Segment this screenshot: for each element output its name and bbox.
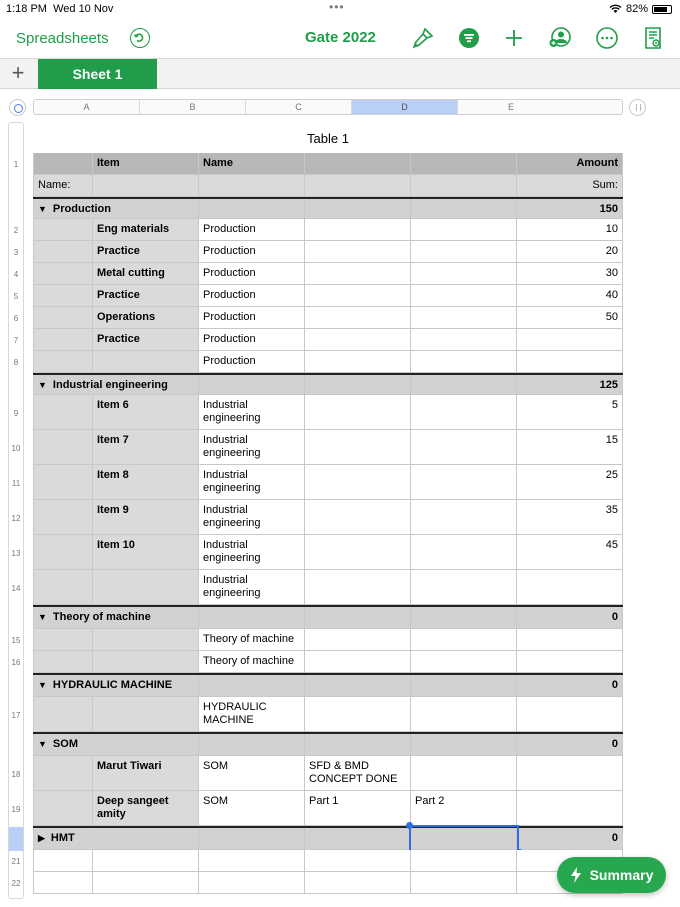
table-cell[interactable] (411, 395, 517, 430)
row-header-label[interactable]: 21 (11, 857, 21, 866)
category-label: HMT (50, 832, 75, 844)
toolbar (0, 18, 680, 58)
table-cell[interactable] (305, 850, 411, 872)
table-cell[interactable] (411, 199, 517, 219)
spreadsheets-back-button[interactable]: Spreadsheets (16, 30, 109, 47)
table-cell[interactable] (93, 351, 199, 373)
table-cell[interactable]: 25 (517, 465, 623, 500)
collapse-triangle-icon[interactable]: ▼ (38, 612, 47, 622)
table-cell[interactable] (411, 263, 517, 285)
table-cell[interactable] (305, 199, 411, 219)
table-cell[interactable] (411, 241, 517, 263)
table-cell[interactable] (33, 651, 93, 673)
table-cell[interactable] (305, 175, 411, 197)
row-header-label[interactable] (9, 198, 23, 220)
sheet-tab-bar (0, 58, 680, 89)
document-title[interactable]: Gate 2022 (305, 29, 376, 46)
table-cell[interactable] (517, 651, 623, 673)
table-cell[interactable]: Theory of machine (199, 629, 305, 651)
table-cell[interactable] (33, 629, 93, 651)
table-cell[interactable] (411, 850, 517, 872)
table-cell[interactable] (199, 828, 305, 850)
category-row (33, 673, 623, 697)
table-cell[interactable]: 35 (517, 500, 623, 535)
table-cell[interactable]: 50 (517, 307, 623, 329)
table-cell[interactable] (411, 375, 517, 395)
table-cell[interactable]: Production (199, 329, 305, 351)
column-resize-handle[interactable] (629, 99, 646, 116)
table-cell[interactable]: Name (199, 153, 305, 175)
category-label: HYDRAULIC MACHINE (52, 679, 173, 691)
table-row (33, 307, 623, 329)
table-cell[interactable]: Item (93, 153, 199, 175)
table-cell[interactable] (305, 395, 411, 430)
table-cell[interactable]: Item 10 (93, 535, 199, 570)
table-cell[interactable] (411, 219, 517, 241)
table-cell[interactable] (199, 872, 305, 894)
table-cell[interactable]: 10 (517, 219, 623, 241)
table-cell[interactable] (411, 675, 517, 697)
table-cell[interactable] (33, 675, 199, 697)
table-cell[interactable] (305, 607, 411, 629)
table-cell[interactable] (517, 570, 623, 605)
table-cell[interactable] (305, 263, 411, 285)
table-cell[interactable] (305, 828, 411, 850)
table-row (33, 329, 623, 351)
table-cell[interactable]: 150 (517, 199, 623, 219)
table-cell[interactable]: Production (199, 307, 305, 329)
table-cell[interactable] (93, 629, 199, 651)
column-header-b[interactable]: B (140, 100, 246, 114)
select-table-button[interactable] (9, 99, 26, 116)
table-row (33, 219, 623, 241)
table-row (33, 175, 623, 197)
table-cell[interactable]: 0 (517, 607, 623, 629)
table-cell[interactable] (33, 697, 93, 732)
table-cell[interactable] (33, 329, 93, 351)
add-sheet-button[interactable]: + (11, 60, 25, 85)
summary-label: Summary (589, 867, 654, 883)
table-cell[interactable] (33, 791, 93, 826)
table-cell[interactable] (33, 153, 93, 175)
table-cell[interactable] (33, 307, 93, 329)
row-header-label[interactable]: 18 (11, 770, 21, 779)
table-cell[interactable] (33, 285, 93, 307)
table-cell[interactable]: SFD & BMD CONCEPT DONE (305, 756, 411, 791)
row-header-label[interactable]: 10 (11, 444, 21, 453)
table-cell[interactable] (305, 329, 411, 351)
table-cell[interactable] (199, 375, 305, 395)
row-header-label[interactable]: 2 (13, 226, 19, 235)
category-label: Theory of machine (52, 611, 151, 623)
header-row (33, 153, 623, 175)
table-cell[interactable] (305, 734, 411, 756)
table-cell[interactable] (305, 651, 411, 673)
plus-icon[interactable] (502, 26, 526, 50)
row-header-label[interactable]: 1 (13, 160, 19, 169)
table-row (33, 697, 623, 732)
status-bar (0, 0, 680, 18)
status-time: 1:18 PM Wed 10 Nov (6, 3, 114, 15)
row-header-label[interactable]: 7 (13, 336, 19, 345)
table-cell[interactable] (305, 153, 411, 175)
table-cell[interactable]: Practice (93, 241, 199, 263)
table-cell[interactable] (33, 375, 199, 395)
category-label: Production (52, 203, 111, 215)
row-header-label[interactable] (9, 733, 23, 757)
table-cell[interactable]: SOM (199, 791, 305, 826)
category-row (33, 826, 623, 850)
table-cell[interactable] (411, 430, 517, 465)
table-cell[interactable] (305, 570, 411, 605)
row-header-label[interactable]: 14 (11, 584, 21, 593)
share-person-icon[interactable] (548, 26, 572, 50)
category-row (33, 373, 623, 395)
table-cell[interactable] (33, 430, 93, 465)
table-row (33, 651, 623, 673)
table-cell[interactable]: Industrial engineering (199, 500, 305, 535)
table-cell[interactable] (411, 351, 517, 373)
wifi-icon (609, 4, 622, 14)
category-label: Industrial engineering (52, 379, 168, 391)
column-header-a[interactable]: A (34, 100, 140, 114)
row-header-label[interactable]: 11 (11, 479, 21, 488)
collapse-triangle-icon[interactable]: ▼ (38, 380, 47, 390)
table-cell[interactable] (411, 307, 517, 329)
expand-triangle-icon[interactable]: ▶ (38, 833, 45, 843)
table-cell[interactable] (411, 872, 517, 894)
table-cell[interactable]: HYDRAULIC MACHINE (199, 697, 305, 732)
table-cell[interactable] (199, 199, 305, 219)
table-row (33, 465, 623, 500)
column-header-d[interactable]: D (352, 100, 458, 114)
table-row (33, 850, 623, 872)
table-row (33, 351, 623, 373)
row-header-label[interactable]: 5 (13, 292, 19, 301)
table-cell[interactable] (199, 675, 305, 697)
table-cell[interactable]: 15 (517, 430, 623, 465)
battery-percent: 82% (625, 3, 648, 15)
row-header-label[interactable]: 13 (11, 549, 21, 558)
table-cell[interactable] (199, 175, 305, 197)
table-cell[interactable] (411, 329, 517, 351)
table-cell[interactable] (93, 697, 199, 732)
table-cell[interactable]: Industrial engineering (199, 395, 305, 430)
table-cell[interactable] (305, 430, 411, 465)
table-cell[interactable]: Name: (33, 175, 93, 197)
table-cell[interactable] (411, 629, 517, 651)
table-cell[interactable]: 0 (517, 675, 623, 697)
category-label: SOM (52, 738, 78, 750)
table-cell[interactable]: Theory of machine (199, 651, 305, 673)
table-cell[interactable] (305, 351, 411, 373)
table-cell[interactable]: 0 (517, 734, 623, 756)
status-right (609, 3, 672, 15)
table-cell[interactable]: Production (199, 219, 305, 241)
table-cell[interactable]: Industrial engineering (199, 535, 305, 570)
row-header-label[interactable]: 17 (11, 711, 21, 720)
row-header-label[interactable]: 12 (11, 514, 21, 523)
table-cell[interactable]: Item 8 (93, 465, 199, 500)
table-cell[interactable]: Marut Tiwari (93, 756, 199, 791)
table-cell[interactable]: Industrial engineering (199, 430, 305, 465)
row-header-label[interactable]: 19 (11, 805, 21, 814)
table-row (33, 430, 623, 465)
row-header-label[interactable]: 9 (13, 409, 19, 418)
table-cell[interactable] (517, 697, 623, 732)
table-cell[interactable] (305, 241, 411, 263)
table-cell[interactable] (305, 375, 411, 395)
table-cell[interactable] (411, 651, 517, 673)
table-cell[interactable] (305, 872, 411, 894)
selection-handle-start[interactable] (406, 822, 413, 829)
column-header-c[interactable]: C (246, 100, 352, 114)
table-cell[interactable] (411, 175, 517, 197)
table-cell[interactable] (411, 465, 517, 500)
more-icon[interactable] (595, 26, 619, 50)
table-cell[interactable] (33, 219, 93, 241)
column-header-bar (33, 99, 623, 115)
table-cell[interactable] (93, 651, 199, 673)
table-cell[interactable] (93, 570, 199, 605)
category-row (33, 605, 623, 629)
table-cell[interactable] (411, 500, 517, 535)
table-row (33, 791, 623, 826)
table-cell[interactable] (33, 872, 93, 894)
table-row (33, 500, 623, 535)
filter-icon[interactable] (457, 26, 481, 50)
table-cell[interactable]: Operations (93, 307, 199, 329)
table-cell[interactable] (411, 756, 517, 791)
table-cell[interactable]: Item 6 (93, 395, 199, 430)
row-header-label[interactable] (9, 674, 23, 698)
table-cell[interactable]: Eng materials (93, 219, 199, 241)
table-cell[interactable] (33, 263, 93, 285)
collapse-triangle-icon[interactable]: ▼ (38, 204, 47, 214)
table-row (33, 756, 623, 791)
table-cell[interactable] (517, 329, 623, 351)
category-row (33, 732, 623, 756)
table-cell[interactable] (517, 791, 623, 826)
table-cell[interactable]: Production (199, 285, 305, 307)
table-cell[interactable] (305, 697, 411, 732)
table-cell[interactable]: 20 (517, 241, 623, 263)
row-header-label[interactable] (9, 827, 23, 851)
table-cell[interactable] (411, 285, 517, 307)
category-row (33, 197, 623, 219)
table-cell[interactable]: Part 1 (305, 791, 411, 826)
undo-icon[interactable] (130, 28, 150, 48)
table-cell[interactable]: Production (199, 241, 305, 263)
row-header-label[interactable] (9, 606, 23, 630)
table-cell[interactable]: Item 7 (93, 430, 199, 465)
table-cell[interactable] (33, 828, 199, 850)
table-cell[interactable] (199, 850, 305, 872)
table-cell[interactable] (33, 465, 93, 500)
table-cell[interactable] (33, 607, 199, 629)
summary-button[interactable] (557, 857, 666, 893)
table-cell[interactable]: Metal cutting (93, 263, 199, 285)
lightning-icon (570, 867, 582, 883)
row-header-label[interactable]: 3 (13, 248, 19, 257)
row-header-label[interactable] (9, 374, 23, 396)
table-cell[interactable] (33, 351, 93, 373)
table-cell[interactable]: 0 (517, 828, 623, 850)
table-cell[interactable] (199, 734, 305, 756)
table-cell[interactable]: 125 (517, 375, 623, 395)
table-cell[interactable]: Deep sangeet amity (93, 791, 199, 826)
table-cell[interactable] (411, 570, 517, 605)
table-cell[interactable] (517, 756, 623, 791)
battery-icon (652, 5, 672, 14)
table-cell[interactable] (33, 570, 93, 605)
table-cell[interactable]: Item 9 (93, 500, 199, 535)
table-cell[interactable] (93, 872, 199, 894)
table-cell[interactable] (93, 175, 199, 197)
selected-cell-outline (409, 825, 519, 853)
table-cell[interactable] (305, 629, 411, 651)
table-row (33, 629, 623, 651)
table-cell[interactable] (305, 307, 411, 329)
table-cell[interactable] (411, 697, 517, 732)
column-header-e[interactable]: E (507, 102, 514, 112)
table-cell[interactable]: 45 (517, 535, 623, 570)
table-row (33, 570, 623, 605)
row-header-label[interactable]: 15 (11, 636, 21, 645)
table-cell[interactable] (199, 607, 305, 629)
table-cell[interactable] (305, 465, 411, 500)
row-header-label[interactable]: 8 (13, 358, 19, 367)
table-cell[interactable] (411, 607, 517, 629)
table-cell[interactable]: Amount (517, 153, 623, 175)
table-cell[interactable] (411, 734, 517, 756)
row-header-label[interactable]: 16 (11, 658, 21, 667)
table-cell[interactable] (93, 850, 199, 872)
table-row (33, 395, 623, 430)
table-cell[interactable]: 5 (517, 395, 623, 430)
table-cell[interactable] (33, 199, 199, 219)
row-header-label[interactable] (9, 176, 23, 198)
row-header-label[interactable]: 6 (13, 314, 19, 323)
row-header-label[interactable]: 4 (13, 270, 19, 279)
table-cell[interactable]: 30 (517, 263, 623, 285)
collapse-triangle-icon[interactable]: ▼ (38, 739, 47, 749)
table-cell[interactable]: Sum: (517, 175, 623, 197)
table-cell[interactable]: SOM (199, 756, 305, 791)
table-cell[interactable] (305, 675, 411, 697)
table-cell[interactable] (305, 535, 411, 570)
table-row (33, 241, 623, 263)
paintbrush-icon[interactable] (411, 26, 435, 50)
table-cell[interactable] (33, 535, 93, 570)
table-cell[interactable] (33, 241, 93, 263)
table-cell[interactable] (517, 629, 623, 651)
tab-sheet-1[interactable]: Sheet 1 (38, 59, 157, 89)
collapse-triangle-icon[interactable]: ▼ (38, 680, 47, 690)
table-row (33, 872, 623, 894)
table-cell[interactable] (305, 500, 411, 535)
table-cell[interactable]: Production (199, 351, 305, 373)
table-cell[interactable]: Industrial engineering (199, 570, 305, 605)
table-cell[interactable] (517, 351, 623, 373)
table-cell[interactable]: Industrial engineering (199, 465, 305, 500)
table-cell[interactable] (305, 285, 411, 307)
table-cell[interactable] (33, 850, 93, 872)
table-cell[interactable]: Practice (93, 285, 199, 307)
table-row (33, 285, 623, 307)
table-cell[interactable] (33, 500, 93, 535)
document-view-icon[interactable] (641, 26, 665, 50)
table-cell[interactable]: 40 (517, 285, 623, 307)
table-cell[interactable]: Part 2 (411, 791, 517, 826)
table-cell[interactable] (411, 535, 517, 570)
table-cell[interactable] (33, 734, 199, 756)
row-header-label[interactable]: 22 (11, 879, 21, 888)
table-cell[interactable]: Practice (93, 329, 199, 351)
multitask-dots[interactable]: ••• (329, 0, 345, 14)
table-cell[interactable] (33, 395, 93, 430)
table-row (33, 535, 623, 570)
table-cell[interactable] (305, 219, 411, 241)
table-title[interactable]: Table 1 (307, 131, 349, 146)
table-cell[interactable]: Production (199, 263, 305, 285)
row-header-bar (8, 122, 24, 899)
table-cell[interactable] (411, 153, 517, 175)
table-row (33, 263, 623, 285)
table-cell[interactable] (33, 756, 93, 791)
